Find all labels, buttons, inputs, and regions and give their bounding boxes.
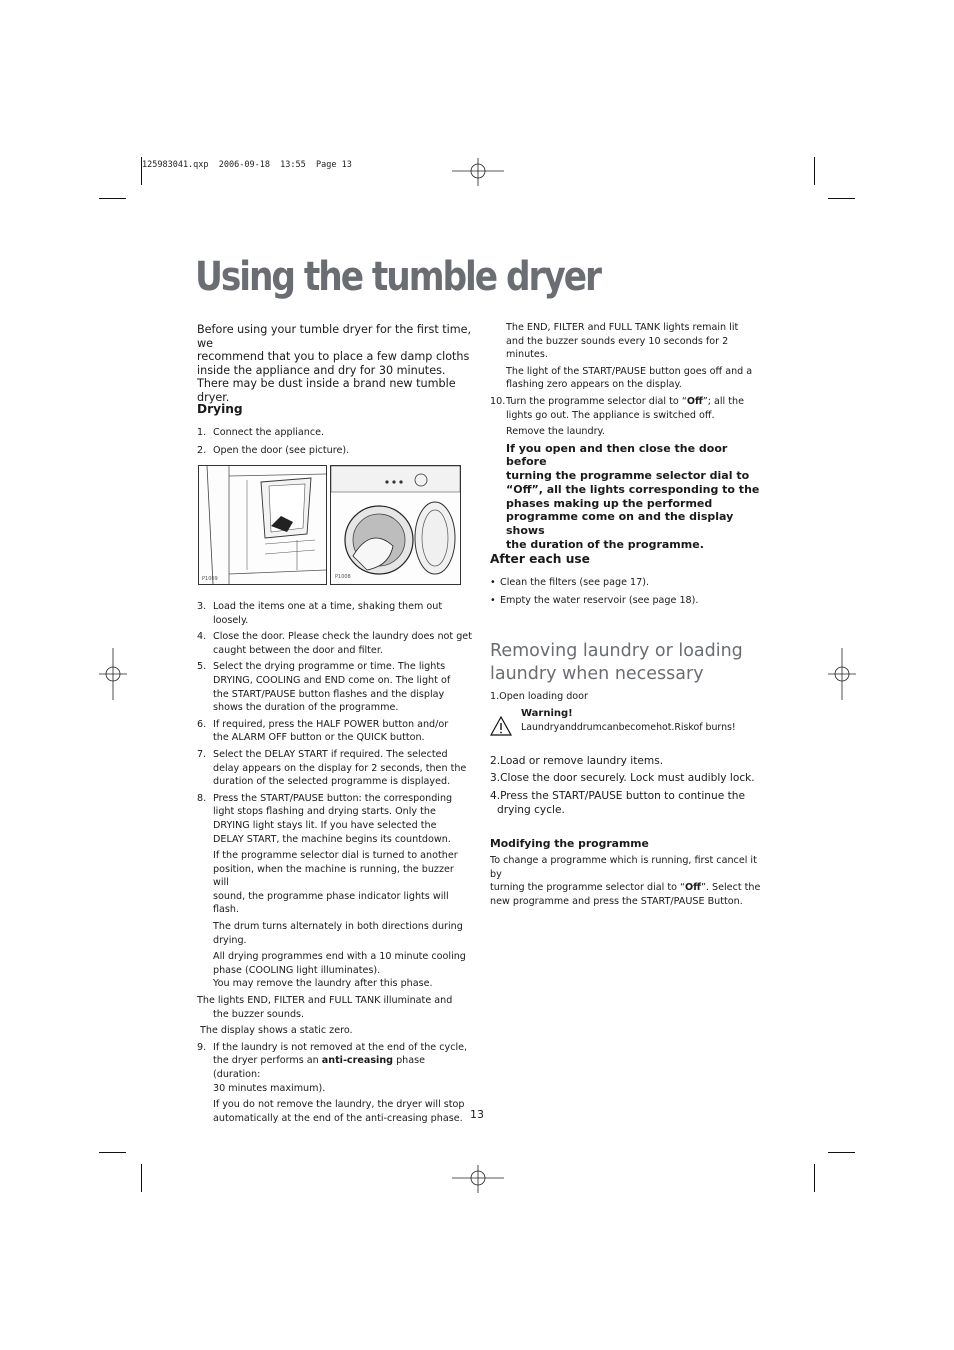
step-line: Press the START/PAUSE button: the corresponding: [213, 792, 453, 804]
door-warning: [490, 442, 765, 552]
step-line: duration of the selected programme is displayed.: [213, 776, 451, 788]
heading-line: Removing laundry or loading: [490, 641, 743, 661]
page-number: 13: [470, 1108, 484, 1121]
list-item: 4. Close the door. Please check the laundry does not get caught between the door and filter.: [197, 631, 472, 656]
list-item: 10. Turn the programme selector dial to “Off”; all the lights go out. The appliance is switched off.: [490, 395, 745, 421]
step-line: sound, the programme phase indicator lights will flash.: [213, 890, 449, 916]
removing-step-1: 1.Open loading door: [490, 691, 588, 702]
step-line: phase (duration:: [213, 1055, 426, 1080]
step-line: If the programme selector dial is turned to another: [213, 850, 458, 862]
step-line: minutes.: [506, 349, 548, 361]
step-line: light stops flashing and drying starts. Only the: [213, 806, 436, 818]
step-line: Remove the laundry.: [506, 426, 605, 438]
photo-code: P1009: [202, 576, 218, 582]
after-each-use-heading: After each use: [490, 552, 590, 566]
warning-line: turning the programme selector dial to: [506, 469, 750, 483]
step-line: Close the door. Please check the laundry does not get: [213, 631, 472, 643]
drying-steps-1-2: [197, 426, 477, 457]
removing-step: 2.Load or remove laundry items.: [490, 755, 664, 767]
list-item: 5. Select the drying programme or time. The lights DRYING, COOLING and END come on. The light of the START/PAUSE button flashes and the display shows the duration of the programme.: [197, 661, 451, 714]
step-text: Open the door (see picture).: [213, 444, 350, 456]
intro: [197, 323, 477, 404]
step-line: DELAY START, the machine begins its countdown.: [213, 833, 451, 845]
step-line: The light of the START/PAUSE button goes off and a: [506, 365, 753, 377]
dryer-front-illustration: [198, 465, 327, 585]
list-item: 6. If required, press the HALF POWER button and/or the ALARM OFF button or the QUICK button.: [197, 718, 449, 744]
step-line: automatically at the end of the anti-creasing phase.: [213, 1112, 463, 1124]
step-note: [490, 321, 765, 362]
list-item: • Empty the water reservoir (see page 18).: [490, 594, 699, 606]
step-line: the START/PAUSE button flashes and the display: [213, 688, 445, 700]
modify-line: turning the programme selector dial to “: [490, 882, 685, 894]
step-line: The lights END, FILTER and FULL TANK illuminate and: [197, 995, 453, 1007]
list-item: 3. Load the items one at a time, shaking them out loosely.: [197, 601, 443, 626]
step-line: The END, FILTER and FULL TANK lights remain lit: [506, 322, 739, 333]
step-line: DRYING light stays lit. If you have selected the: [213, 819, 437, 831]
modify-line: ”. Select the: [700, 882, 761, 894]
step-text: Connect the appliance.: [213, 427, 325, 438]
page-title: Using the tumble dryer: [195, 254, 600, 300]
step-line-bold: Off: [686, 395, 703, 407]
drying-heading: Drying: [197, 402, 243, 416]
step-line: The drum turns alternately in both directions during: [213, 921, 463, 933]
list-item: • Clean the filters (see page 17).: [490, 577, 650, 588]
step-line: drying.: [213, 934, 247, 946]
print-slug: 125983041.qxp 2006-09-18 13:55 Page 13: [142, 160, 352, 170]
step-line: Turn the programme selector dial to “: [506, 395, 687, 407]
step-line: lights go out. The appliance is switched off.: [506, 409, 715, 421]
warning-line: the duration of the programme.: [506, 537, 704, 551]
warning-text: Laundryanddrumcanbecomehot.Riskof burns!: [521, 722, 736, 733]
step-line: the buzzer sounds.: [213, 1008, 305, 1020]
removing-step: 4.Press the START/PAUSE button to continue the: [490, 790, 745, 802]
step-line: position, when the machine is running, the buzzer will: [213, 863, 454, 889]
dryer-open-door-illustration: [330, 465, 461, 585]
warning-line: If you open and then close the door before: [506, 441, 728, 469]
step-line: DRYING, COOLING and END come on. The light of: [213, 674, 451, 686]
list-item: 1. Connect the appliance.: [197, 427, 325, 438]
removing-laundry-heading: [490, 640, 743, 686]
bullet-text: Empty the water reservoir (see page 18).: [500, 594, 699, 606]
step-line: caught between the door and filter.: [213, 644, 383, 656]
step-line: Select the drying programme or time. The lights: [213, 661, 446, 673]
step-line: 30 minutes maximum).: [213, 1082, 326, 1094]
removing-step: drying cycle.: [497, 803, 565, 816]
registration-mark-top: [452, 158, 504, 186]
list-item: 8. Press the START/PAUSE button: the corresponding light stops flashing and drying starts. Only the DRYING light stays lit. If you have selected the DELAY START, the machine begins its countdown.: [197, 792, 453, 845]
step-line: Select the DELAY START if required. The selected: [213, 748, 448, 760]
intro-line: recommend that you to place a few damp cloths: [197, 350, 470, 363]
modifying-heading: Modifying the programme: [490, 837, 649, 850]
step-note: [197, 950, 472, 991]
step-line: flashing zero appears on the display.: [506, 379, 682, 391]
warning-line: phases making up the performed: [506, 496, 713, 510]
modify-line: new programme and press the START/PAUSE Button.: [490, 895, 743, 907]
modify-line-bold: Off: [685, 882, 701, 894]
warning-line: programme come on and the display shows: [506, 510, 734, 537]
lights-note: [197, 994, 472, 1021]
intro-line: inside the appliance and dry for 30 minutes.: [197, 363, 446, 377]
right-continuation: [490, 321, 765, 551]
registration-mark-right: [828, 648, 856, 700]
modify-line: To change a programme which is running, first cancel it by: [490, 855, 757, 880]
display-note: [197, 1024, 472, 1038]
list-item: 7. Select the DELAY START if required. The selected delay appears on the display for 2 seconds, then the duration of the selected programme is displayed.: [197, 748, 467, 788]
registration-mark-left: [99, 648, 127, 700]
drying-steps: [197, 600, 472, 1125]
step-line: All drying programmes end with a 10 minute cooling: [213, 951, 466, 963]
list-item: 2. Open the door (see picture).: [197, 444, 350, 456]
list-item: 9. If the laundry is not removed at the end of the cycle, the dryer performs an anti-creasing phase (duration: 30 minutes maximum).: [197, 1041, 468, 1094]
step-line: the ALARM OFF button or the QUICK button.: [213, 732, 425, 744]
step-line: If required, press the HALF POWER button and/or: [213, 718, 449, 730]
step-line: shows the duration of the programme.: [213, 702, 399, 714]
step-line: the dryer performs an: [213, 1055, 322, 1067]
bullet-text: Clean the filters (see page 17).: [500, 577, 650, 588]
intro-line: Before using your tumble dryer for the first time, we: [197, 323, 472, 350]
step-note: [490, 365, 765, 392]
step-line: The display shows a static zero.: [200, 1025, 353, 1037]
step-note: [197, 920, 472, 947]
step-line: and the buzzer sounds every 10 seconds for 2: [506, 335, 729, 347]
step-line: You may remove the laundry after this phase.: [213, 978, 433, 990]
step-line-bold: anti-creasing: [321, 1055, 394, 1067]
warning-label: Warning!: [521, 708, 573, 719]
warning-triangle-icon: [490, 716, 512, 736]
step-line: delay appears on the display for 2 seconds, then the: [213, 762, 467, 774]
step-line: ”; all the: [702, 395, 745, 407]
step-line: If you do not remove the laundry, the dryer will stop: [213, 1099, 465, 1111]
after-each-use-list: [490, 576, 765, 607]
registration-mark-bottom: [452, 1165, 504, 1193]
step-line: loosely.: [213, 614, 249, 626]
warning-line: “Off”, all the lights corresponding to the: [506, 482, 760, 496]
photo-code: P1008: [335, 574, 351, 580]
step-line: If the laundry is not removed at the end of the cycle,: [213, 1041, 468, 1053]
removing-steps: [490, 755, 765, 817]
step-line: phase (COOLING light illuminates).: [213, 964, 381, 976]
step-line: Load the items one at a time, shaking them out: [213, 601, 443, 612]
modifying-text: [490, 854, 765, 908]
step-note: [490, 425, 765, 439]
heading-line: laundry when necessary: [490, 664, 704, 684]
removing-step: 3.Close the door securely. Lock must audibly lock.: [490, 771, 755, 784]
intro-line: There may be dust inside a brand new tumble dryer.: [197, 377, 456, 404]
step-note: [197, 849, 472, 917]
step-note: [197, 1098, 472, 1125]
